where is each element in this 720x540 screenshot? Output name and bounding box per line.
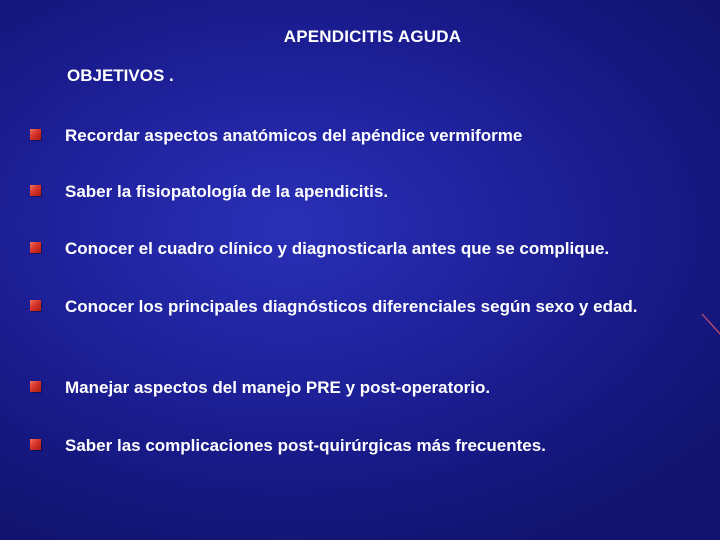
list-item-text: Recordar aspectos anatómicos del apéndice vermiforme bbox=[65, 126, 523, 145]
square-bullet-icon bbox=[30, 300, 41, 311]
square-bullet-icon bbox=[30, 185, 41, 196]
square-bullet-icon bbox=[30, 381, 41, 392]
list-item-text: Conocer los principales diagnósticos diferenciales según sexo y edad. bbox=[65, 297, 638, 316]
slide-subtitle: OBJETIVOS . bbox=[67, 66, 174, 85]
slide-title: APENDICITIS AGUDA bbox=[283, 27, 462, 46]
square-bullet-icon bbox=[30, 129, 41, 140]
list-item-text: Saber la fisiopatología de la apendicitis. bbox=[65, 182, 389, 201]
list-item-text: Conocer el cuadro clínico y diagnosticarla antes que se complique. bbox=[65, 239, 610, 258]
list-item-text: Saber las complicaciones post-quirúrgicas más frecuentes. bbox=[65, 436, 546, 455]
square-bullet-icon bbox=[30, 439, 41, 450]
list-item-text: Manejar aspectos del manejo PRE y post-operatorio. bbox=[65, 378, 491, 397]
square-bullet-icon bbox=[30, 242, 41, 253]
